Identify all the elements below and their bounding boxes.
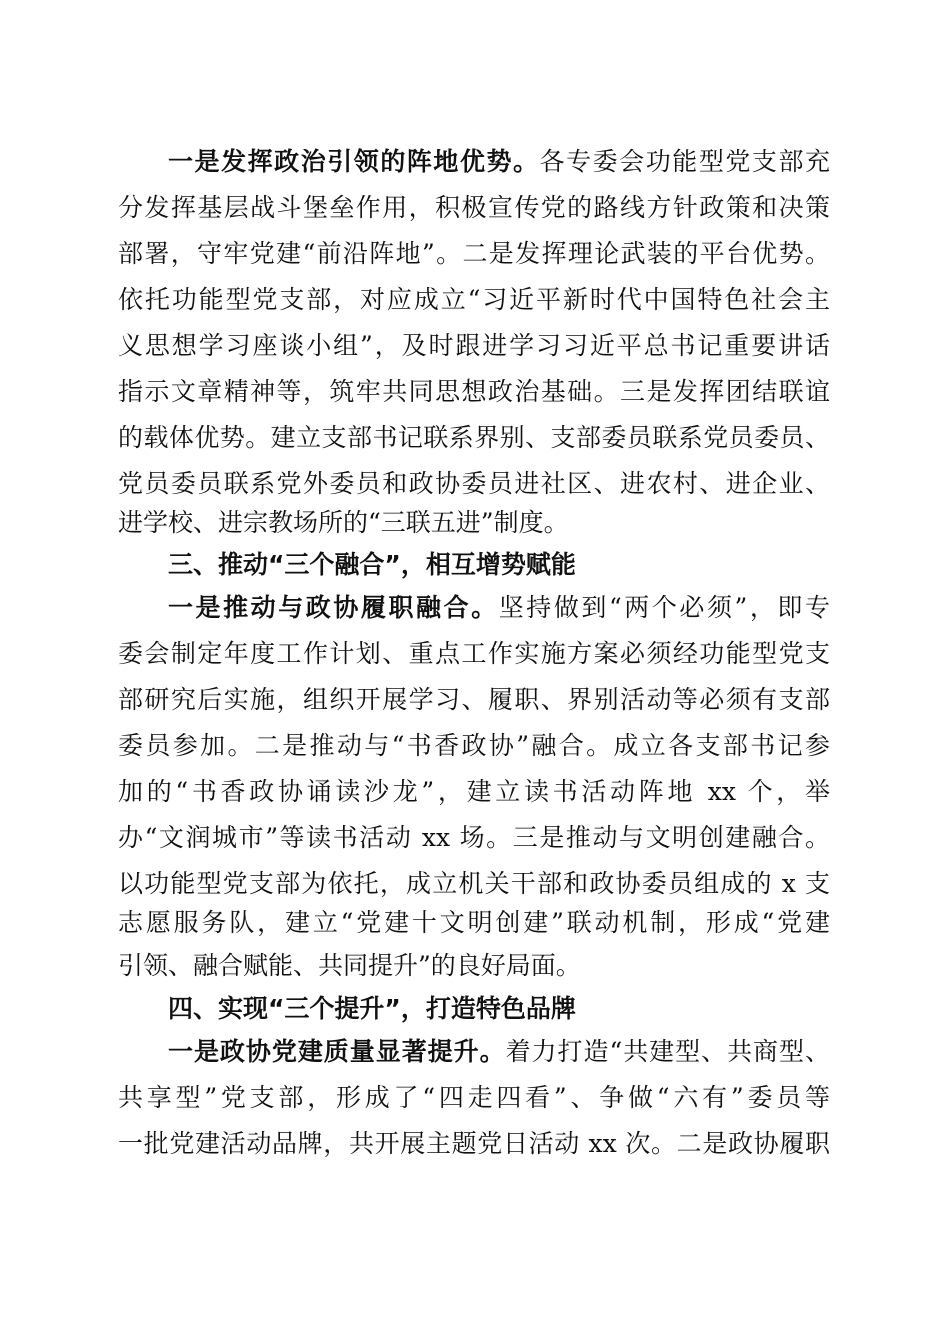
- paragraph-3-lead-phrase: 一是政协党建质量显著提升。: [168, 1037, 506, 1066]
- paragraph-1-line-4: 依托功能型党支部，对应成立“习近平新时代中国特色社会主: [118, 285, 830, 314]
- paragraph-2-line-5: 加的“书香政协诵读沙龙”，建立读书活动阵地 xx 个，举: [118, 777, 830, 806]
- paragraph-1-line-1-text: 各专委会功能型党支部充: [539, 147, 830, 176]
- paragraph-3-line-3: 一批党建活动品牌，共开展主题党日活动 xx 次。二是政协履职: [118, 1129, 830, 1158]
- paragraph-2-line-4: 委员参加。二是推动与“书香政协”融合。成立各支部书记参: [118, 731, 830, 760]
- paragraph-2-line-1: [168, 585, 830, 631]
- paragraph-3-line-2: 共享型”党支部，形成了“四走四看”、争做“六有”委员等: [118, 1083, 830, 1112]
- paragraph-2-line-3: 部研究后实施，组织开展学习、履职、界别活动等必须有支部: [118, 685, 830, 714]
- paragraph-2-line-2: 委会制定年度工作计划、重点工作实施方案必须经功能型党支: [118, 639, 830, 668]
- paragraph-1-line-7: 的载体优势。建立支部书记联系界别、支部委员联系党员委员、: [118, 423, 830, 452]
- paragraph-2-line-6: 办“文润城市”等读书活动 xx 场。三是推动与文明创建融合。: [118, 823, 830, 852]
- section-heading-4: 四、实现“三个提升”，打造特色品牌: [168, 994, 576, 1023]
- paragraph-2-line-1-text: 坚持做到“两个必须”，即专: [498, 593, 830, 622]
- paragraph-1-line-3: 部署，守牢党建“前沿阵地”。二是发挥理论武装的平台优势。: [118, 239, 830, 268]
- paragraph-3-line-1-text: 着力打造“共建型、共商型、: [505, 1037, 830, 1066]
- paragraph-3-line-1: [168, 1029, 830, 1075]
- paragraph-1-line-9: 进学校、进宗教场所的“三联五进”制度。: [118, 508, 569, 537]
- paragraph-2-line-8: 志愿服务队，建立“党建十文明创建”联动机制，形成“党建: [118, 908, 830, 937]
- paragraph-1-line-6: 指示文章精神等，筑牢共同思想政治基础。三是发挥团结联谊: [118, 377, 830, 406]
- paragraph-2-line-9: 引领、融合赋能、共同提升”的良好局面。: [118, 951, 581, 980]
- paragraph-1-line-1: [168, 139, 830, 185]
- paragraph-1-line-5: 义思想学习座谈小组”，及时跟进学习习近平总书记重要讲话: [118, 331, 830, 360]
- paragraph-1-line-8: 党员委员联系党外委员和政协委员进社区、进农村、进企业、: [118, 469, 830, 498]
- section-heading-3: 三、推动“三个融合”，相互增势赋能: [168, 550, 576, 579]
- paragraph-2-lead-phrase: 一是推动与政协履职融合。: [168, 593, 499, 622]
- paragraph-2-line-7: 以功能型党支部为依托，成立机关干部和政协委员组成的 x 支: [118, 869, 830, 898]
- paragraph-1-lead-phrase: 一是发挥政治引领的阵地优势。: [168, 147, 540, 176]
- paragraph-1-line-2: 分发挥基层战斗堡垒作用，积极宣传党的路线方针政策和决策: [118, 193, 830, 222]
